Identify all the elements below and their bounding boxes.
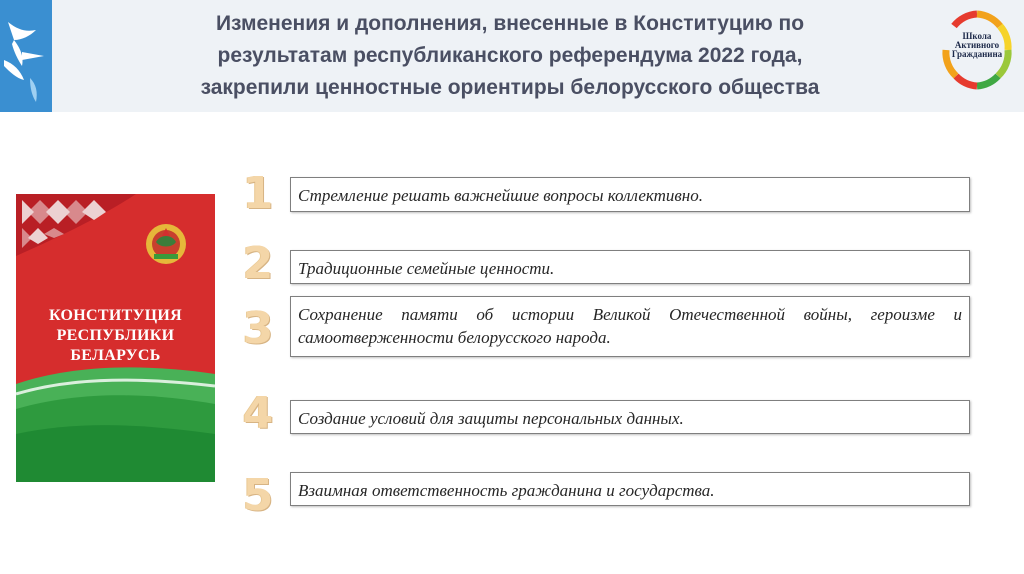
school-logo-icon	[940, 6, 1014, 96]
item-number: 1	[242, 168, 274, 219]
logo-text-line: Школа	[962, 31, 992, 41]
list-item: Стремление решать важнейшие вопросы коллективно.	[290, 177, 970, 212]
list-item: Создание условий для защиты персональных данных.	[290, 400, 970, 434]
coat-of-arms-icon	[144, 222, 188, 266]
list-item: Взаимная ответственность гражданина и государства.	[290, 472, 970, 506]
item-number: 2	[242, 238, 274, 289]
constitution-book-cover	[16, 194, 215, 482]
list-item: Традиционные семейные ценности.	[290, 250, 970, 284]
book-title-line: РЕСПУБЛИКИ	[56, 327, 175, 344]
item-number: 4	[242, 388, 274, 439]
item-number: 5	[242, 470, 274, 521]
title-line: Изменения и дополнения, внесенные в Конституцию по	[215, 12, 805, 35]
slide-title	[70, 8, 950, 104]
title-line: результатам республиканского референдума 2022 года,	[217, 44, 803, 67]
logo-text-line: Активного	[954, 40, 1000, 50]
item-number: 3	[242, 303, 274, 354]
title-line: закрепили ценностные ориентиры белорусского общества	[200, 76, 820, 99]
list-item: Сохранение памяти об истории Великой Отечественной войны, героизме и самоотверженности белорусского народа.	[290, 296, 970, 357]
book-title-line: КОНСТИТУЦИЯ	[49, 307, 182, 324]
book-title-line: БЕЛАРУСЬ	[70, 347, 161, 364]
logo-text-line: Гражданина	[951, 49, 1003, 59]
stork-icon	[0, 0, 52, 112]
